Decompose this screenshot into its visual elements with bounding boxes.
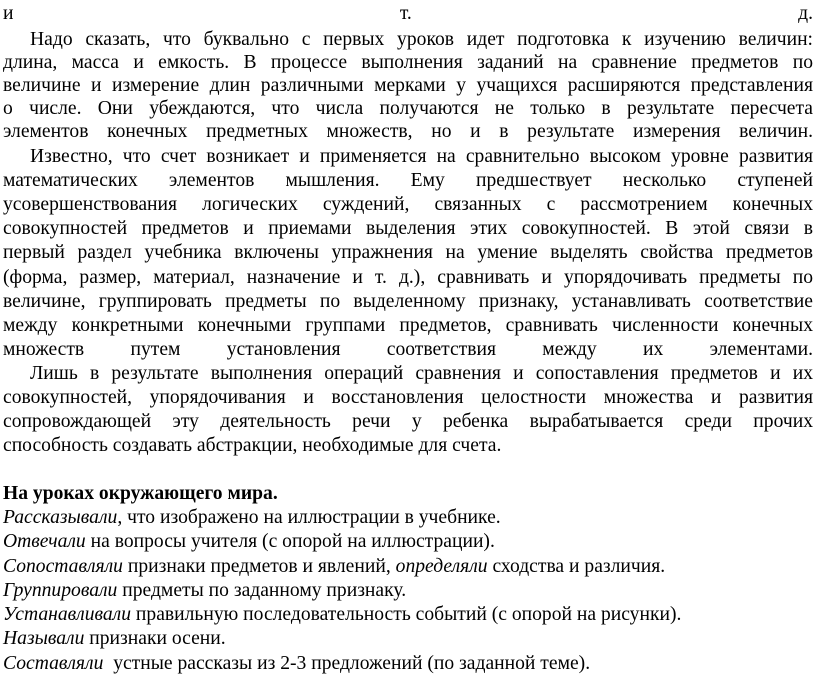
- paragraph-2-line: величине, группировать предметы по выделенному признаку, устанавливать соответствие: [3, 291, 813, 312]
- activity-text: предметы по заданному признаку.: [117, 580, 407, 601]
- activity-verb: Отвечали: [3, 531, 86, 552]
- paragraph-2-line: математических элементов мышления. Ему предшествует несколько ступеней: [3, 170, 813, 191]
- activity-text-secondary: сходства и различия.: [487, 556, 666, 577]
- paragraph-2-line: множеств путем установления соответствия между их элементами.: [3, 339, 813, 360]
- activity-text: устные рассказы из 2-3 предложений (по заданной теме).: [103, 653, 591, 674]
- activity-verb: Рассказывали: [3, 507, 118, 528]
- activity-item: [3, 506, 813, 529]
- activity-text: признаки предметов и явлений,: [122, 556, 396, 577]
- paragraph-1-line: Надо сказать, что буквально с первых уроков идет подготовка к изучению величин:: [30, 29, 813, 50]
- activity-verb-secondary: определяли: [395, 556, 488, 577]
- activity-verb: Устанавливали: [3, 604, 132, 625]
- activity-item: [3, 555, 813, 578]
- activity-item: [3, 627, 813, 650]
- paragraph-2-line: первый раздел учебника включены упражнения на умение выделять свойства предметов: [3, 242, 813, 263]
- paragraph-1-line: длина, масса и емкость. В процессе выполнения заданий на сравнение предметов по: [3, 52, 813, 73]
- intro-line: [3, 2, 813, 25]
- paragraph-3-line: сопровождающей эту деятельность речи у ребенка вырабатывается среди прочих: [3, 411, 813, 432]
- activity-verb: Составляли: [3, 653, 104, 674]
- activity-item: [3, 603, 813, 626]
- activity-item: [3, 579, 813, 602]
- activity-verb: Сопоставляли: [3, 556, 123, 577]
- intro-left: и: [3, 3, 14, 24]
- paragraph-1-line: о числе. Они убеждаются, что числа получаются не только в результате пересчета: [3, 98, 813, 119]
- paragraph-3-line: Лишь в результате выполнения операций сравнения и сопоставления предметов и их: [30, 363, 813, 384]
- activity-verb: Называли: [3, 628, 85, 649]
- paragraph-2-line: между конкретными конечными группами предметов, сравнивать численности конечных: [3, 315, 813, 336]
- paragraph-2-line: усовершенствования логических суждений, связанных с рассмотрением конечных: [3, 194, 813, 215]
- activity-item: [3, 530, 813, 553]
- paragraph-1-line: величине и измерение длин различными мерками у учащихся расширяются представления: [3, 75, 813, 96]
- paragraph-2-line: Известно, что счет возникает и применяется на сравнительно высоком уровне развития: [30, 146, 813, 167]
- activity-text: правильную последовательность событий (с опорой на рисунки).: [131, 604, 682, 625]
- paragraph-2-line: совокупностей предметов и приемами выделения этих совокупностей. В этой связи в: [3, 218, 813, 239]
- activity-item: [3, 652, 813, 675]
- section-heading: На уроках окружающего мира.: [3, 483, 278, 504]
- paragraph-1-line: элементов конечных предметных множеств, но и в результате измерения величин.: [3, 121, 813, 142]
- activity-verb: Группировали: [3, 580, 118, 601]
- paragraph-3-line: совокупностей, упорядочивания и восстановления целостности множества и развития: [3, 387, 813, 408]
- intro-right: т. д.: [399, 3, 813, 24]
- paragraph-3-line: способность создавать абстракции, необходимые для счета.: [3, 435, 502, 456]
- activity-text: , что изображено на иллюстрации в учебнике.: [117, 507, 501, 528]
- activity-text: на вопросы учителя (с опорой на иллюстрации).: [85, 531, 495, 552]
- paragraph-2-line: (форма, размер, материал, назначение и т. д.), сравнивать и упорядочивать предметы по: [3, 267, 813, 288]
- activity-text: признаки осени.: [84, 628, 226, 649]
